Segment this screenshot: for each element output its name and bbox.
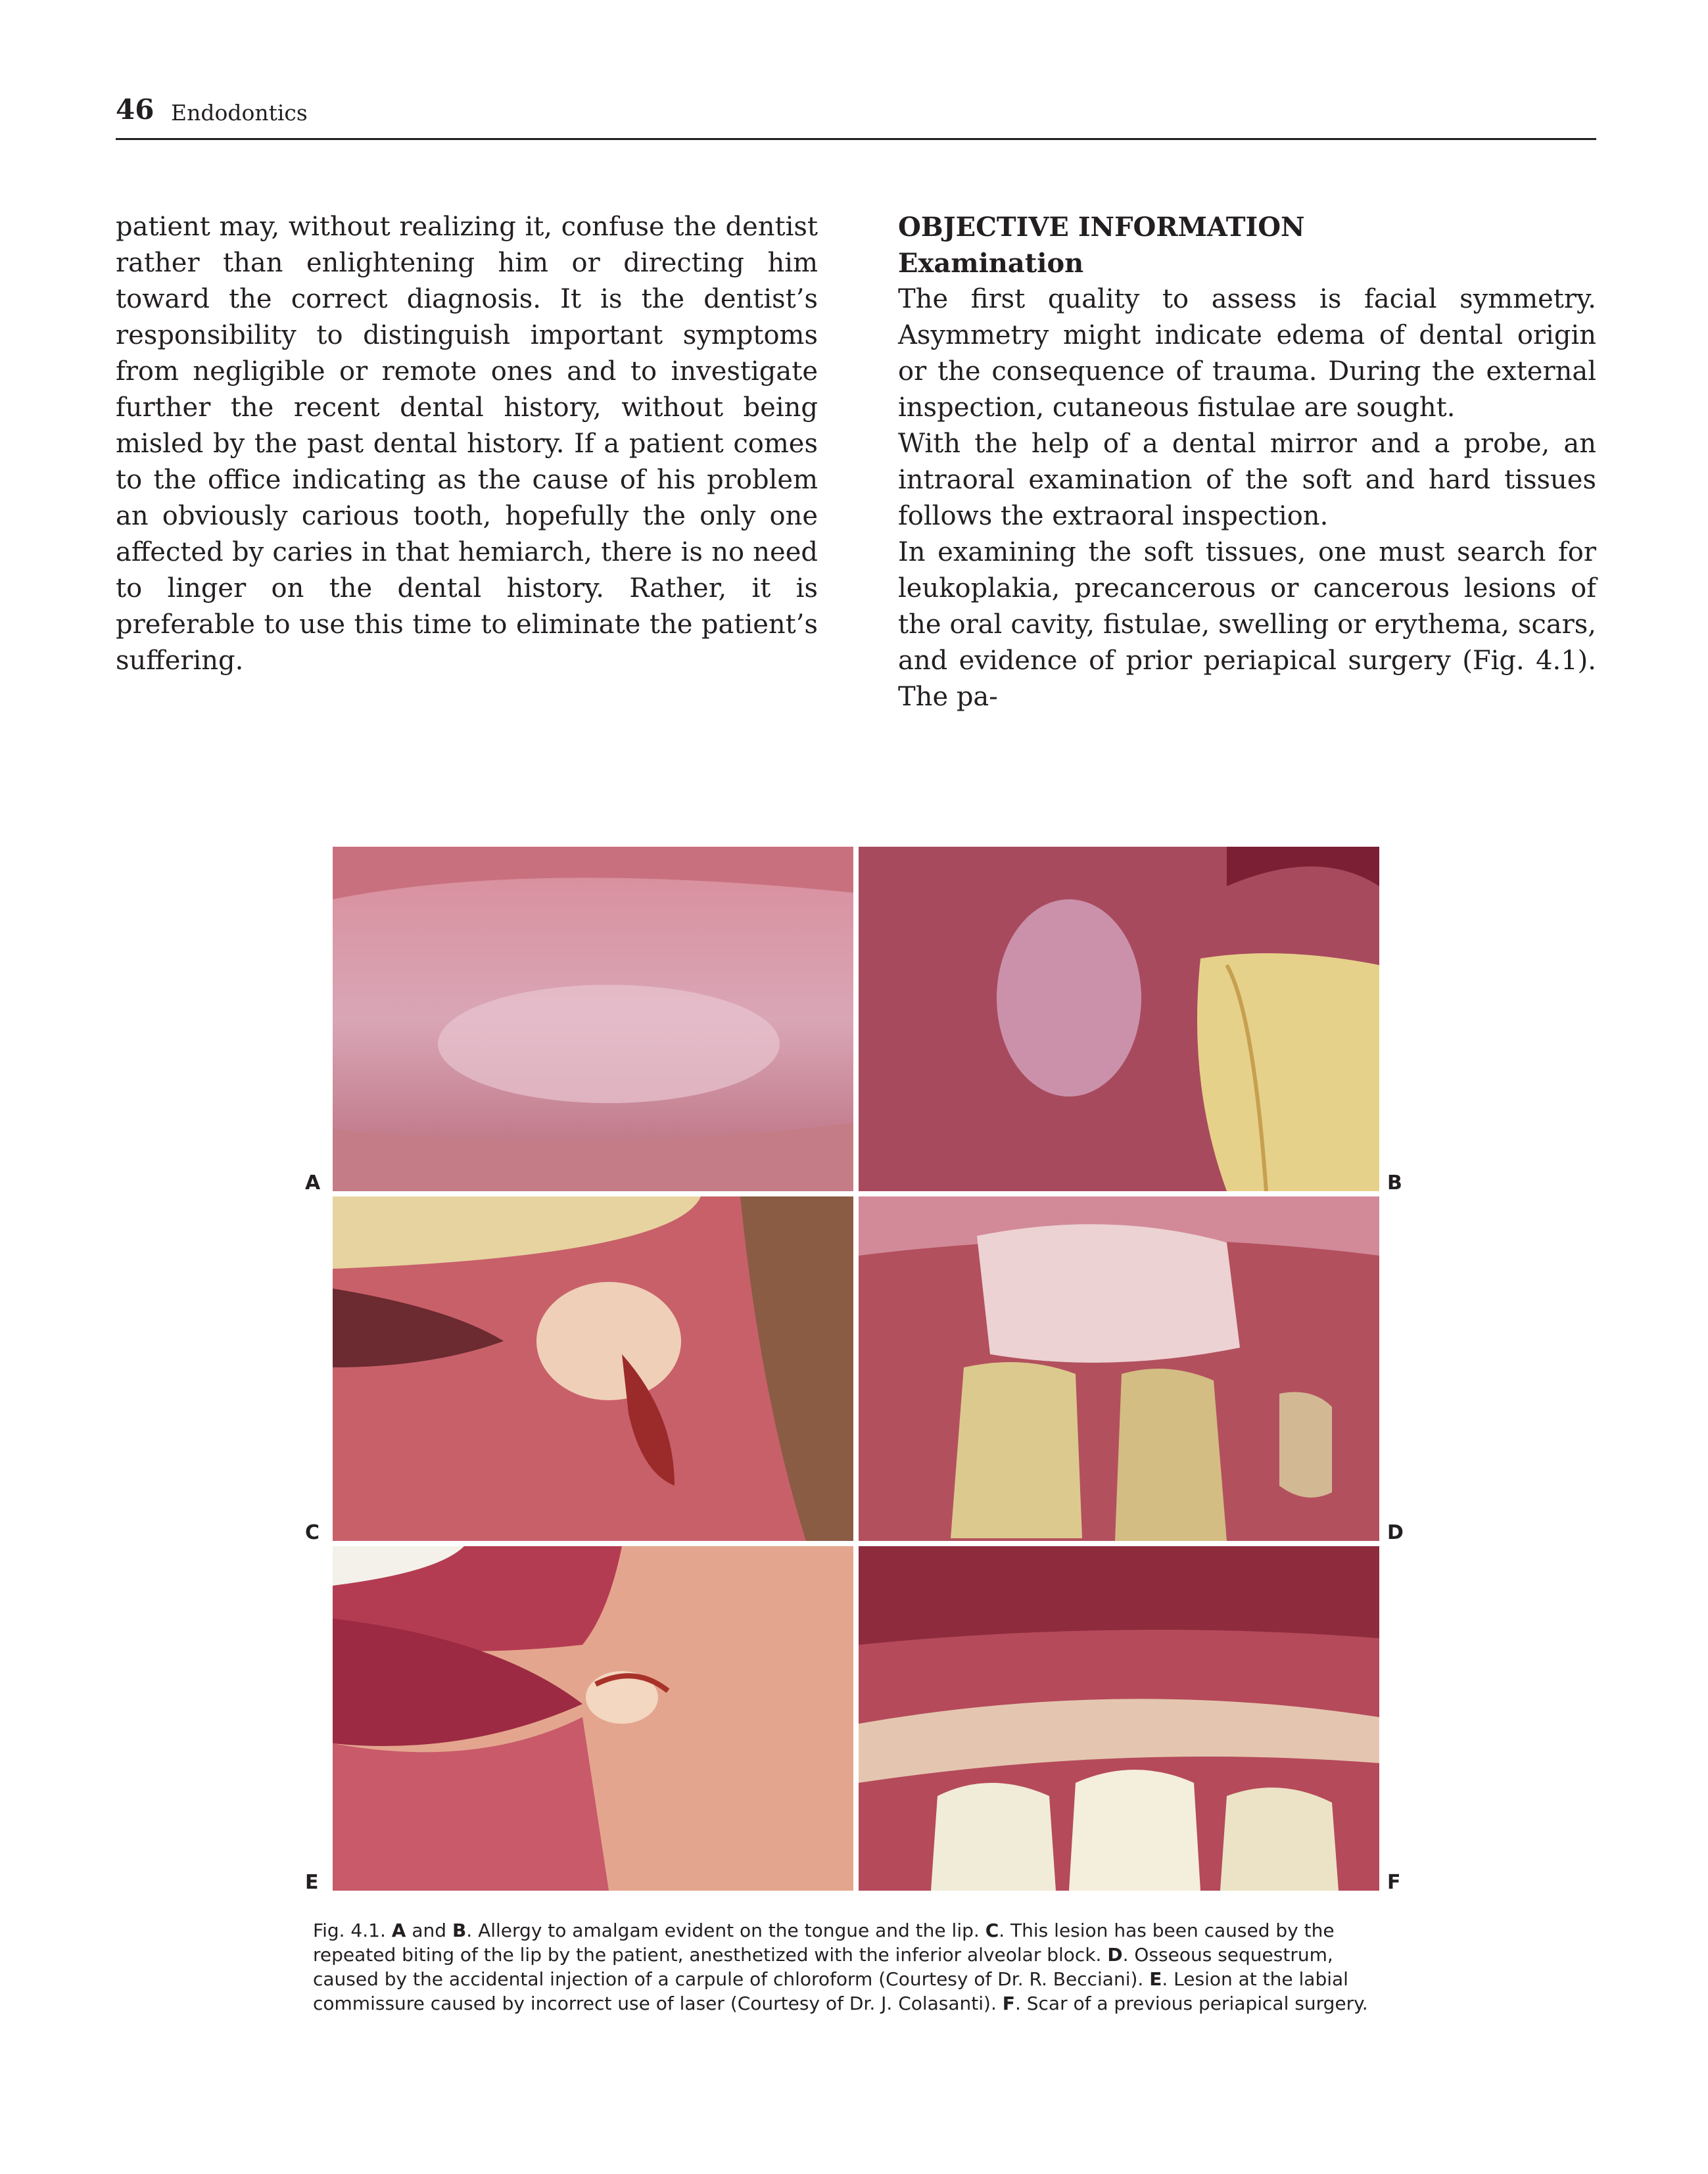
panel-label-d: D	[1387, 1521, 1404, 1544]
caption-letter-d: D	[1107, 1944, 1123, 1966]
photo-panel-f	[859, 1546, 1379, 1891]
panel-label-a: A	[305, 1171, 321, 1194]
subsection-heading: Examination	[898, 248, 1084, 279]
page-header	[116, 92, 1596, 140]
caption-letter-e: E	[1149, 1968, 1162, 1990]
body-paragraph: The first quality to assess is facial symmetry. Asymmetry might indicate edema of dental origin or the consequence of trauma. During the external inspection, cutaneous fistulae are sought.	[898, 284, 1596, 423]
caption-letter-b: B	[452, 1920, 467, 1941]
body-paragraph: In examining the soft tissues, one must search for leukoplakia, precancerous or cancerous lesions of the oral cavity, fistulae, swelling or erythema, scars, and evidence of prior periapical surgery (Fig. 4.1). The pa-	[898, 537, 1596, 712]
photo-panel-a	[333, 847, 853, 1191]
panel-label-f: F	[1387, 1871, 1401, 1894]
caption-text-c: . This lesion has been caused by the repeated biting of the lip by the patient, anesthetized with the inferior alveolar block.	[313, 1920, 1335, 1966]
panel-label-c: C	[305, 1521, 320, 1544]
caption-letter-a: A	[391, 1920, 406, 1941]
photo-panel-b	[859, 847, 1379, 1191]
caption-and: and	[412, 1920, 447, 1941]
caption-text-e: . Lesion at the labial commissure caused by incorrect use of laser (Courtesy of Dr. J. Colasanti).	[313, 1968, 1348, 2014]
section-heading: OBJECTIVE INFORMATION	[898, 212, 1305, 243]
right-column	[898, 209, 1596, 715]
photo-panel-c	[333, 1196, 853, 1541]
figure-caption	[313, 1918, 1396, 2016]
panel-label-e: E	[305, 1871, 319, 1894]
caption-text-ab: . Allergy to amalgam evident on the tongue and the lip.	[466, 1920, 980, 1941]
caption-letter-f: F	[1002, 1993, 1015, 2014]
panel-label-b: B	[1387, 1171, 1402, 1194]
photo-panel-e	[333, 1546, 853, 1891]
photo-panel-d	[859, 1196, 1379, 1541]
caption-text-d: . Osseous sequestrum, caused by the accidental injection of a carpule of chloroform (Courtesy of Dr. R. Becciani).	[313, 1944, 1333, 1990]
caption-fig-ref: Fig. 4.1.	[313, 1920, 386, 1941]
page-number: 46	[116, 93, 154, 126]
body-paragraph: With the help of a dental mirror and a probe, an intraoral examination of the soft and hard tissues follows the extraoral inspection.	[898, 429, 1596, 531]
running-title: Endodontics	[171, 100, 308, 126]
caption-letter-c: C	[985, 1920, 999, 1941]
caption-text-f: . Scar of a previous periapical surgery.	[1014, 1993, 1368, 2014]
body-paragraph: patient may, without realizing it, confuse the dentist rather than enlightening him or directing him toward the correct diagnosis. It is the dentist’s responsibility to distinguish important symptoms from negligible or remote ones and to investigate further the recent dental history, without being misled by the past dental history. If a patient comes to the office indicating as the cause of his problem an obviously carious tooth, hopefully the only one affected by caries in that hemiarch, there is no need to linger on the dental history. Rather, it is preferable to use this time to eliminate the patient’s suffering.	[116, 212, 818, 676]
figure-4-1	[296, 841, 1413, 1893]
left-column	[116, 209, 818, 679]
